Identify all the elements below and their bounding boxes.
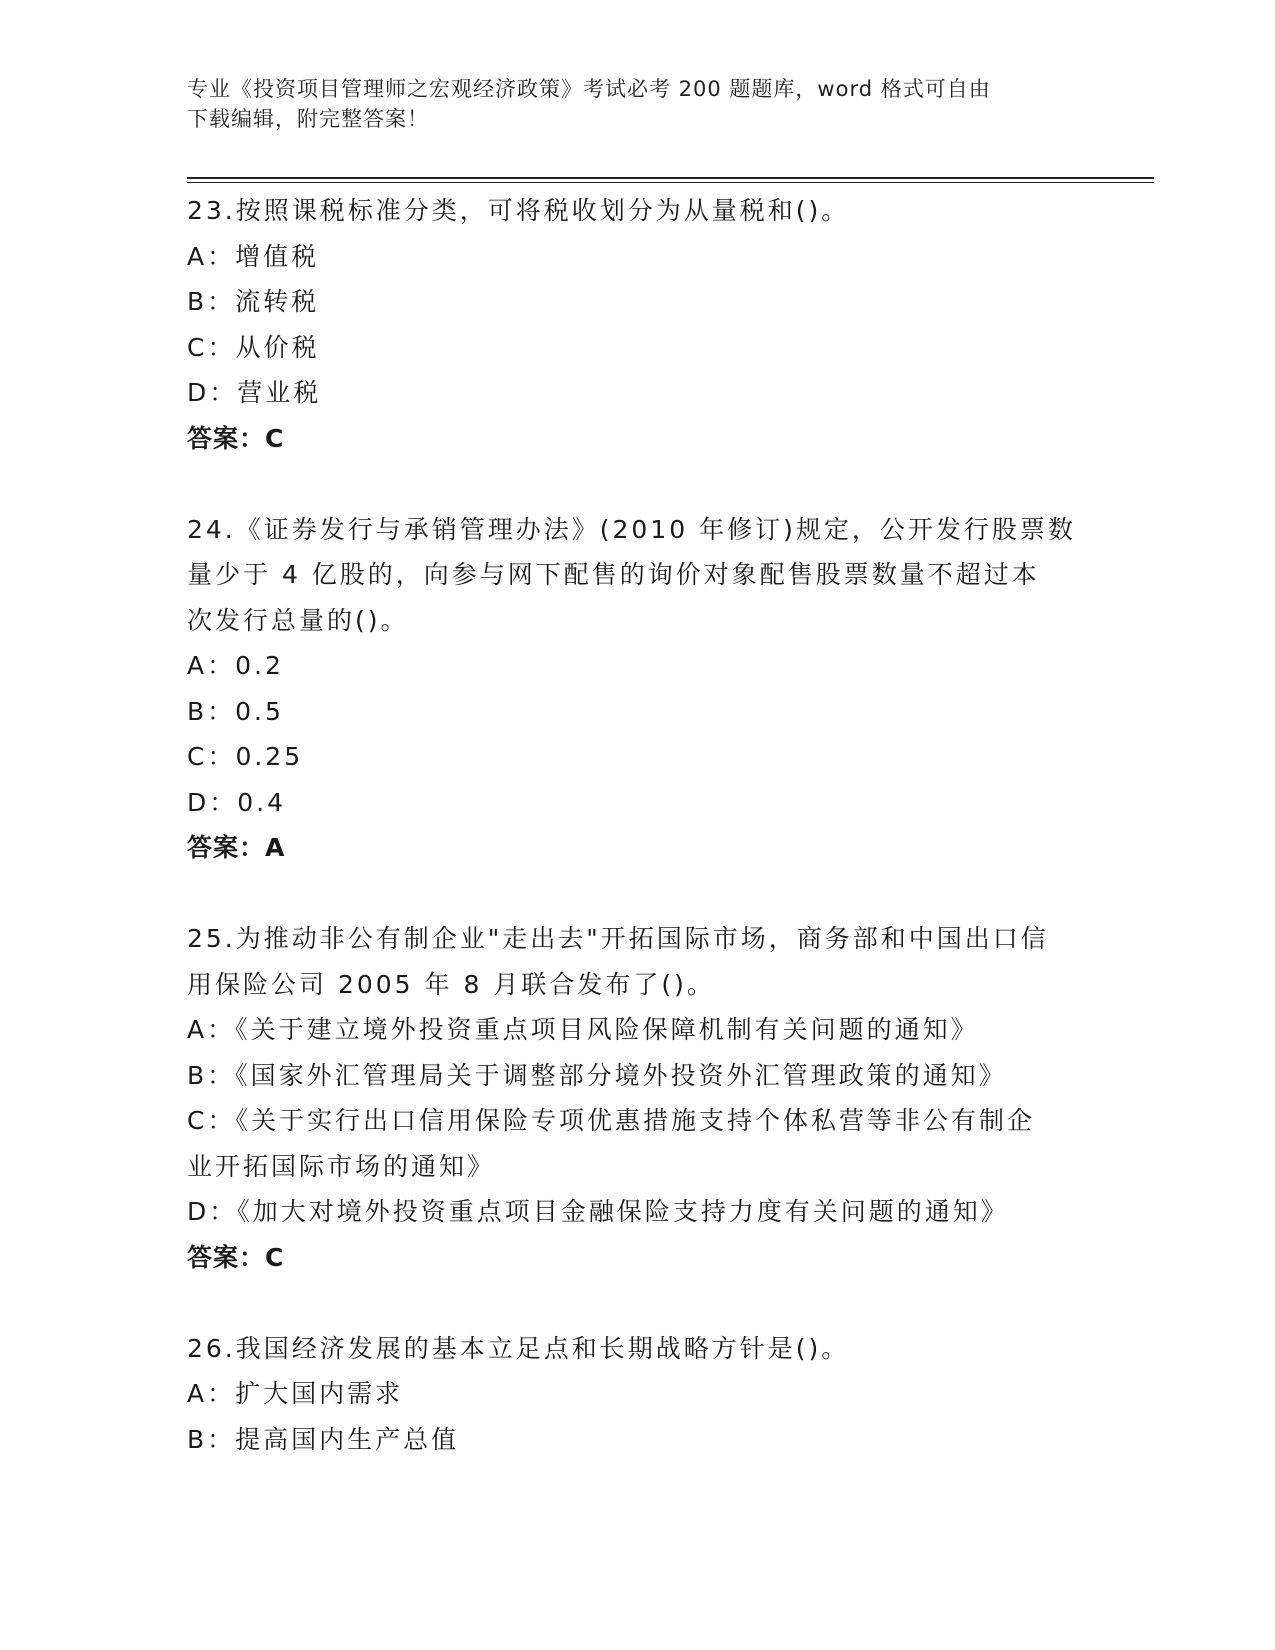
divider-thick-line (187, 177, 1154, 179)
divider-thin-line (187, 182, 1154, 183)
header-line-1: 专业《投资项目管理师之宏观经济政策》考试必考 200 题题库，word 格式可自由 (187, 77, 991, 101)
question-stem: 用保险公司 2005 年 8 月联合发布了()。 (187, 969, 715, 999)
option-d: D：《加大对境外投资重点项目金融保险支持力度有关问题的通知》 (187, 1197, 1009, 1226)
option-c: C：0.25 (187, 742, 304, 771)
document-header (187, 74, 1067, 134)
option-b: B：流转税 (187, 287, 320, 316)
question-23 (187, 188, 1087, 461)
question-25 (187, 916, 1087, 1280)
option-a: A：扩大国内需求 (187, 1379, 404, 1408)
header-divider (187, 177, 1154, 184)
question-stem: 次发行总量的()。 (187, 605, 409, 635)
option-c: 业开拓国际市场的通知》 (187, 1151, 496, 1181)
option-a: A：增值税 (187, 241, 320, 271)
option-c: C：《关于实行出口信用保险专项优惠措施支持个体私营等非公有制企 (187, 1106, 1035, 1135)
answer-label: 答案：A (187, 833, 286, 862)
option-b: B：《国家外汇管理局关于调整部分境外投资外汇管理政策的通知》 (187, 1060, 1007, 1090)
question-stem: 26.我国经济发展的基本立足点和长期战略方针是()。 (187, 1333, 850, 1363)
option-b: B：0.5 (187, 696, 284, 726)
answer-label: 答案：C (187, 1242, 285, 1272)
question-list (187, 188, 1087, 1462)
question-stem: 25.为推动非公有制企业"走出去"开拓国际市场，商务部和中国出口信 (187, 924, 1049, 953)
option-d: D：0.4 (187, 787, 287, 817)
option-d: D：营业税 (187, 378, 322, 407)
question-stem: 24.《证券发行与承销管理办法》(2010 年修订)规定，公开发行股票数 (187, 514, 1076, 544)
option-c: C：从价税 (187, 332, 320, 362)
answer-label: 答案：C (187, 423, 285, 453)
question-stem: 23.按照课税标准分类，可将税收划分为从量税和()。 (187, 196, 850, 225)
header-line-2: 下载编辑，附完整答案！ (187, 107, 429, 131)
option-a: A：0.2 (187, 651, 284, 680)
option-b: B：提高国内生产总值 (187, 1424, 460, 1454)
question-24 (187, 507, 1087, 871)
question-26 (187, 1326, 1087, 1463)
option-a: A：《关于建立境外投资重点项目风险保障机制有关问题的通知》 (187, 1015, 979, 1044)
question-stem: 量少于 4 亿股的，向参与网下配售的询价对象配售股票数量不超过本 (187, 560, 1040, 589)
